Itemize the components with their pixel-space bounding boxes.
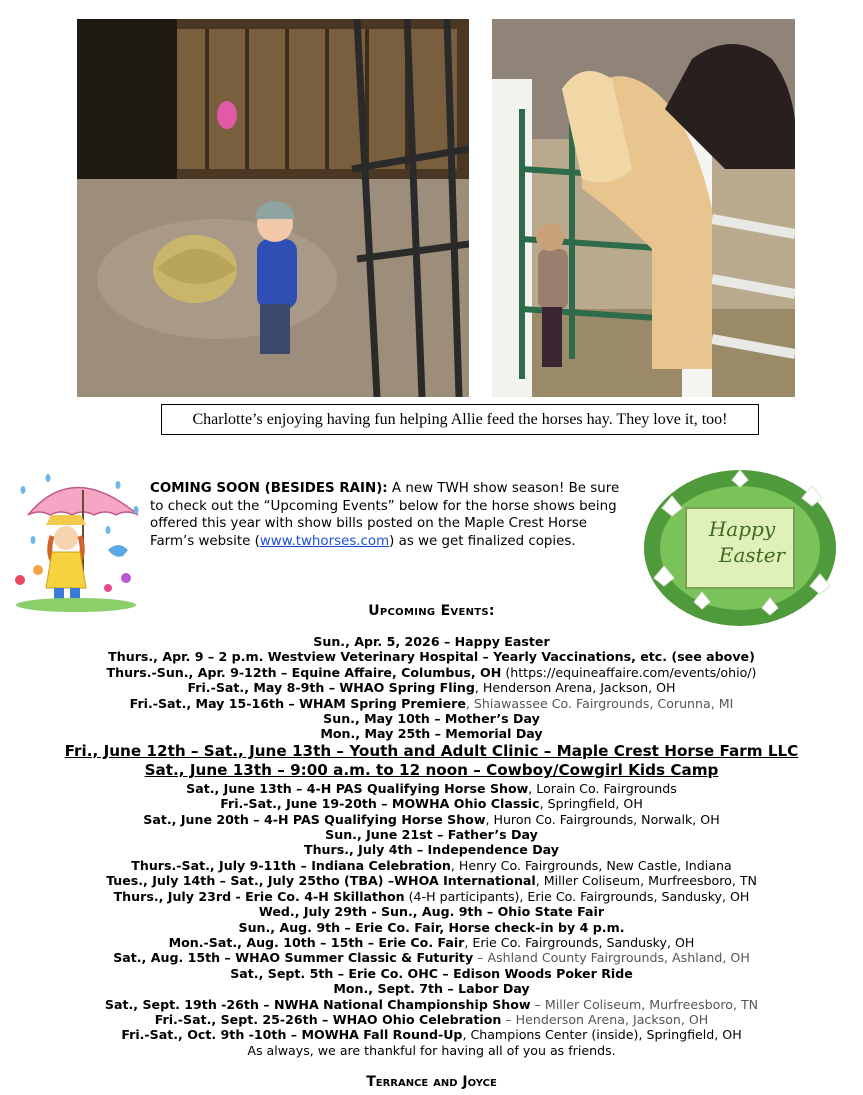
event-line <box>0 796 863 811</box>
event-line <box>0 665 863 680</box>
event-title: Mon., Sept. 7th – Labor Day <box>333 981 530 997</box>
easter-card-text <box>692 516 792 568</box>
event-line <box>0 1043 863 1058</box>
event-details: , Miller Coliseum, Murfreesboro, TN <box>535 873 757 889</box>
event-details: (4-H participants), Erie Co. Fairgrounds, Sandusky, OH <box>404 888 750 904</box>
event-title: Thurs.-Sat., July 9-11th – Indiana Celebration <box>131 857 451 873</box>
event-details: , Henry Co. Fairgrounds, New Castle, Indiana <box>450 857 732 873</box>
closing-signature: Terrance and Joyce <box>366 1074 497 1090</box>
event-title: Wed., July 29th - Sun., Aug. 9th – Ohio State Fair <box>258 904 605 920</box>
easter-card-line2: Easter <box>718 543 786 567</box>
upcoming-events-title: Upcoming Events: <box>368 603 495 619</box>
event-title: Fri.-Sat., Sept. 25-26th – WHAO Ohio Celebration <box>154 1011 502 1027</box>
event-line <box>0 649 863 664</box>
photo-horses-gate <box>492 19 795 397</box>
event-line <box>0 904 863 919</box>
event-title: Sat., Aug. 15th – WHAO Summer Classic & Futurity <box>113 950 474 966</box>
event-line <box>0 997 863 1012</box>
event-line <box>0 680 863 695</box>
event-title: Sat., June 13th – 4-H PAS Qualifying Horse Show <box>186 780 529 796</box>
event-title: Fri.-Sat., May 15-16th – WHAM Spring Premiere <box>129 695 466 711</box>
event-details: , Huron Co. Fairgrounds, Norwalk, OH <box>485 811 720 827</box>
coming-soon-text-end: ) as we get finalized copies. <box>389 533 576 549</box>
event-title: Sat., June 20th – 4-H PAS Qualifying Horse Show <box>143 811 486 827</box>
event-line <box>0 1027 863 1042</box>
event-line <box>0 1012 863 1027</box>
event-details: , Springfield, OH <box>539 796 643 812</box>
event-line <box>0 935 863 950</box>
event-title: Mon., May 25th – Memorial Day <box>320 726 543 742</box>
event-details: (https://equineaffaire.com/events/ohio/) <box>501 664 757 680</box>
event-details: , Henderson Arena, Jackson, OH <box>474 680 676 696</box>
upcoming-events-list <box>0 634 863 1058</box>
event-line <box>0 634 863 649</box>
photo-caption: Charlotte’s enjoying having fun helping Allie feed the horses hay. They love it, too! <box>161 404 759 435</box>
event-details: As always, we are thankful for having all of you as friends. <box>247 1042 616 1058</box>
event-title: Fri., June 12th – Sat., June 13th – Youth and Adult Clinic – Maple Crest Horse Farm LLC <box>64 741 799 760</box>
girl-umbrella-clipart <box>8 470 143 612</box>
event-title: Fri.-Sat., May 8-9th – WHAO Spring Fling <box>187 680 475 696</box>
event-title: Fri.-Sat., Oct. 9th -10th – MOWHA Fall Round-Up <box>121 1027 463 1043</box>
event-title: Sun., June 21st – Father’s Day <box>325 827 538 843</box>
event-details: , Champions Center (inside), Springfield, OH <box>462 1027 742 1043</box>
event-line <box>0 873 863 888</box>
photo-barn-hay <box>77 19 469 397</box>
event-details: , Lorain Co. Fairgrounds <box>528 780 677 796</box>
event-details: , Shiawassee Co. Fairgrounds, Corunna, MI <box>465 695 734 711</box>
event-title: Thurs.-Sun., Apr. 9-12th – Equine Affaire, Columbus, OH <box>106 664 502 680</box>
event-line <box>0 726 863 741</box>
event-title: Sat., June 13th – 9:00 a.m. to 12 noon – Cowboy/Cowgirl Kids Camp <box>144 761 719 780</box>
coming-soon-text: A new TWH show season! Be sure to check out the “Upcoming Events” below for the horse shows being offered this year with show bills posted on the Maple Crest Horse Farm’s website ( <box>150 481 620 549</box>
barn-photo-illustration <box>77 19 469 397</box>
event-line <box>0 950 863 965</box>
event-line <box>0 761 863 781</box>
event-line <box>0 696 863 711</box>
easter-card-line1: Happy <box>708 517 776 541</box>
event-line <box>0 842 863 857</box>
coming-soon-heading: COMING SOON (BESIDES RAIN): <box>150 481 388 496</box>
event-title: Tues., July 14th – Sat., July 25tho (TBA) –WHOA International <box>106 873 536 889</box>
horses-photo-illustration <box>492 19 795 397</box>
event-line <box>0 858 863 873</box>
event-title: Thurs., July 4th – Independence Day <box>304 842 559 858</box>
event-title: Thurs., Apr. 9 – 2 p.m. Westview Veterinary Hospital – Yearly Vaccinations, etc. (see above) <box>108 649 755 665</box>
event-line <box>0 966 863 981</box>
event-line <box>0 920 863 935</box>
event-title: Sat., Sept. 19th -26th – NWHA National Championship Show <box>104 996 531 1012</box>
event-line <box>0 711 863 726</box>
umbrella-rain-icon <box>8 470 143 612</box>
event-line <box>0 889 863 904</box>
event-line <box>0 981 863 996</box>
event-line <box>0 781 863 796</box>
coming-soon-paragraph <box>150 480 630 550</box>
website-link[interactable]: www.twhorses.com <box>259 533 390 549</box>
event-title: Sun., Aug. 9th – Erie Co. Fair, Horse check-in by 4 p.m. <box>238 919 625 935</box>
event-details: , Erie Co. Fairgrounds, Sandusky, OH <box>464 934 695 950</box>
event-title: Sun., May 10th – Mother’s Day <box>323 711 540 727</box>
event-details: – Miller Coliseum, Murfreesboro, TN <box>530 996 759 1012</box>
event-title: Mon.-Sat., Aug. 10th – 15th – Erie Co. Fair <box>168 934 465 950</box>
event-details: – Ashland County Fairgrounds, Ashland, OH <box>473 950 750 966</box>
event-line <box>0 812 863 827</box>
event-line <box>0 827 863 842</box>
event-title: Sun., Apr. 5, 2026 – Happy Easter <box>313 634 550 649</box>
event-title: Fri.-Sat., June 19-20th – MOWHA Ohio Classic <box>220 796 540 812</box>
event-line <box>0 742 863 762</box>
event-details: – Henderson Arena, Jackson, OH <box>501 1011 709 1027</box>
event-title: Thurs., July 23rd - Erie Co. 4-H Skillathon <box>113 888 405 904</box>
event-title: Sat., Sept. 5th – Erie Co. OHC – Edison Woods Poker Ride <box>230 965 633 981</box>
